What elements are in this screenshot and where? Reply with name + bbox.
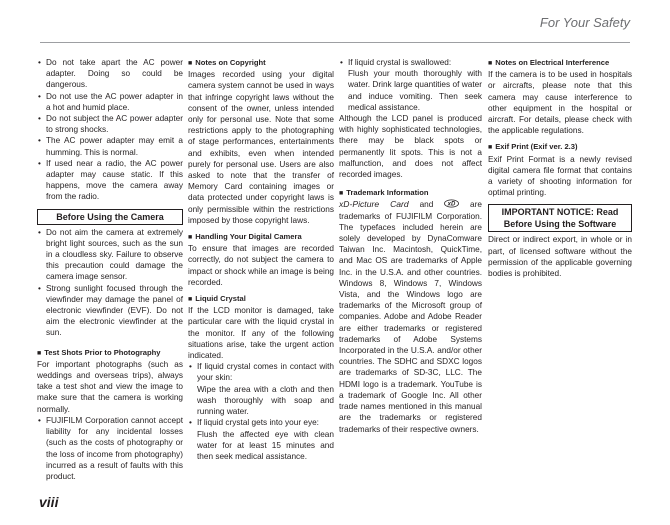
list-item: • Do not aim the camera at extremely bright light sources, such as the sun in a cloudless sky. Failure to observe this precaution could damage the camera image sensor.	[37, 227, 183, 283]
test-shots-body: For important photographs (such as weddings and overseas trips), always take a test shot and view the image to make sure that the camera is working normally.	[37, 359, 183, 414]
trademark-and: and	[419, 200, 434, 210]
xd-picture-card-brand: xD-Picture Card	[339, 199, 409, 210]
column-4	[488, 57, 632, 279]
trademark-body: are trademarks of FUJIFILM Corporation. The typefaces included herein are solely developed by DynaComware Taiwan Inc. Macintosh, QuickTime, and Mac OS are trademarks of Apple Inc. in the U.S.A. and other countries. Windows 8, Windows 7, Windows Vista, and the Windows logo are trademarks of the Microsoft group of companies. Adobe and Adobe Reader are either trademarks or registered trademarks of Adobe Systems Incorporated in the U.S.A. and/or other countries. The SDHC and SDXC logos are trademarks of SD-3C, LLC. The HDMI logo is a trademark. YouTube is a trademark of Google Inc. All other trade names mentioned in this manual are the trademarks or registered trademarks of their respective owners.	[339, 200, 482, 434]
page-number: viii	[39, 494, 59, 510]
list-item	[339, 57, 482, 113]
important-notice-heading: IMPORTANT NOTICE: Read Before Using the Software	[488, 204, 632, 232]
list-item-detail: Flush your mouth thoroughly with water. Drink large quantities of water and induce vomiting. Then seek medical assistance.	[348, 69, 482, 112]
list-item	[188, 417, 334, 462]
list-item: • Do not take apart the AC power adapter. Doing so could be dangerous.	[37, 57, 183, 91]
liquid-crystal-list	[188, 361, 334, 462]
xd-logo-icon	[444, 199, 459, 208]
handling-heading: ■ Handling Your Digital Camera	[188, 231, 334, 243]
list-item-title: If liquid crystal is swallowed:	[348, 58, 452, 67]
svg-text:xD: xD	[447, 202, 456, 209]
list-item: • FUJIFILM Corporation cannot accept liability for any incidental losses (such as the costs of photography or the loss of income from photography) incurred as a result of faults with this product.	[37, 415, 183, 482]
exif-body: Exif Print Format is a newly revised digital camera file format that contains a variety of shooting information for optimal printing.	[488, 154, 632, 198]
header-rule	[40, 42, 630, 43]
ac-adapter-list	[37, 57, 183, 203]
list-item: • Strong sunlight focused through the viewfinder may damage the panel of electronic viewfinder (EVF). Do not aim the electronic viewfinder at the sun.	[37, 283, 183, 339]
column-1	[37, 57, 183, 482]
electrical-heading: ■ Notes on Electrical Interference	[488, 57, 632, 69]
copyright-body: Images recorded using your digital camera system cannot be used in ways that infringe copyright laws without the consent of the owner, unless intended only for personal use. Note that some restrictions apply to the photographing of stage performances, entertainments and exhibits, even when intended purely for personal use. Users are also asked to note that the transfer of Memory Card containing images or data protected under copyright laws is only permissible within the restrictions imposed by those copyright laws.	[188, 70, 334, 225]
lcd-panel-body: Although the LCD panel is produced with highly sophisticated technologies, there may be black spots or permanently lit spots. This is not a malfunction, and does not affect recorded images.	[339, 114, 482, 180]
list-item: • The AC power adapter may emit a humming. This is normal.	[37, 135, 183, 157]
handling-body: To ensure that images are recorded correctly, do not subject the camera to impact or shock while an image is being recorded.	[188, 244, 334, 287]
list-item-detail: Flush the affected eye with clean water for at least 15 minutes and then seek medical assistance.	[197, 429, 334, 461]
before-using-heading: Before Using the Camera	[37, 209, 183, 225]
list-item-title: If liquid crystal gets into your eye:	[197, 418, 319, 428]
swallow-list	[339, 57, 482, 113]
liquid-crystal-body: If the LCD monitor is damaged, take particular care with the liquid crystal in the monitor. If any of the following situations arise, take the urgent action indicated.	[188, 306, 334, 361]
important-notice-body: Direct or indirect export, in whole or in part, of licensed software without the permission of the applicable governing bodies is prohibited.	[488, 235, 632, 279]
test-shots-list	[37, 415, 183, 482]
liquid-crystal-heading: ■ Liquid Crystal	[188, 293, 334, 305]
trademark-body-block	[339, 199, 482, 434]
electrical-body: If the camera is to be used in hospitals or aircrafts, please note that this camera may cause interference to other equipment in the hospital or aircraft. For details, please check with the applicable regulations.	[488, 70, 632, 136]
copyright-heading: ■ Notes on Copyright	[188, 57, 334, 69]
list-item-detail: Wipe the area with a cloth and then wash thoroughly with soap and running water.	[197, 384, 334, 417]
running-head: For Your Safety	[539, 15, 630, 30]
list-item	[188, 361, 334, 417]
list-item-title: If liquid crystal comes in contact with your skin:	[197, 362, 334, 383]
column-2	[188, 57, 334, 462]
trademark-heading: ■ Trademark Information	[339, 187, 482, 199]
column-3	[339, 57, 482, 435]
test-shots-heading: ■ Test Shots Prior to Photography	[37, 347, 183, 359]
list-item: • If used near a radio, the AC power adapter may cause static. If this happens, move the camera away from the radio.	[37, 158, 183, 203]
before-using-list	[37, 227, 183, 339]
exif-heading: ■ Exif Print (Exif ver. 2.3)	[488, 141, 632, 153]
list-item: • Do not use the AC power adapter in a hot and humid place.	[37, 91, 183, 113]
list-item: • Do not subject the AC power adapter to strong shocks.	[37, 113, 183, 135]
